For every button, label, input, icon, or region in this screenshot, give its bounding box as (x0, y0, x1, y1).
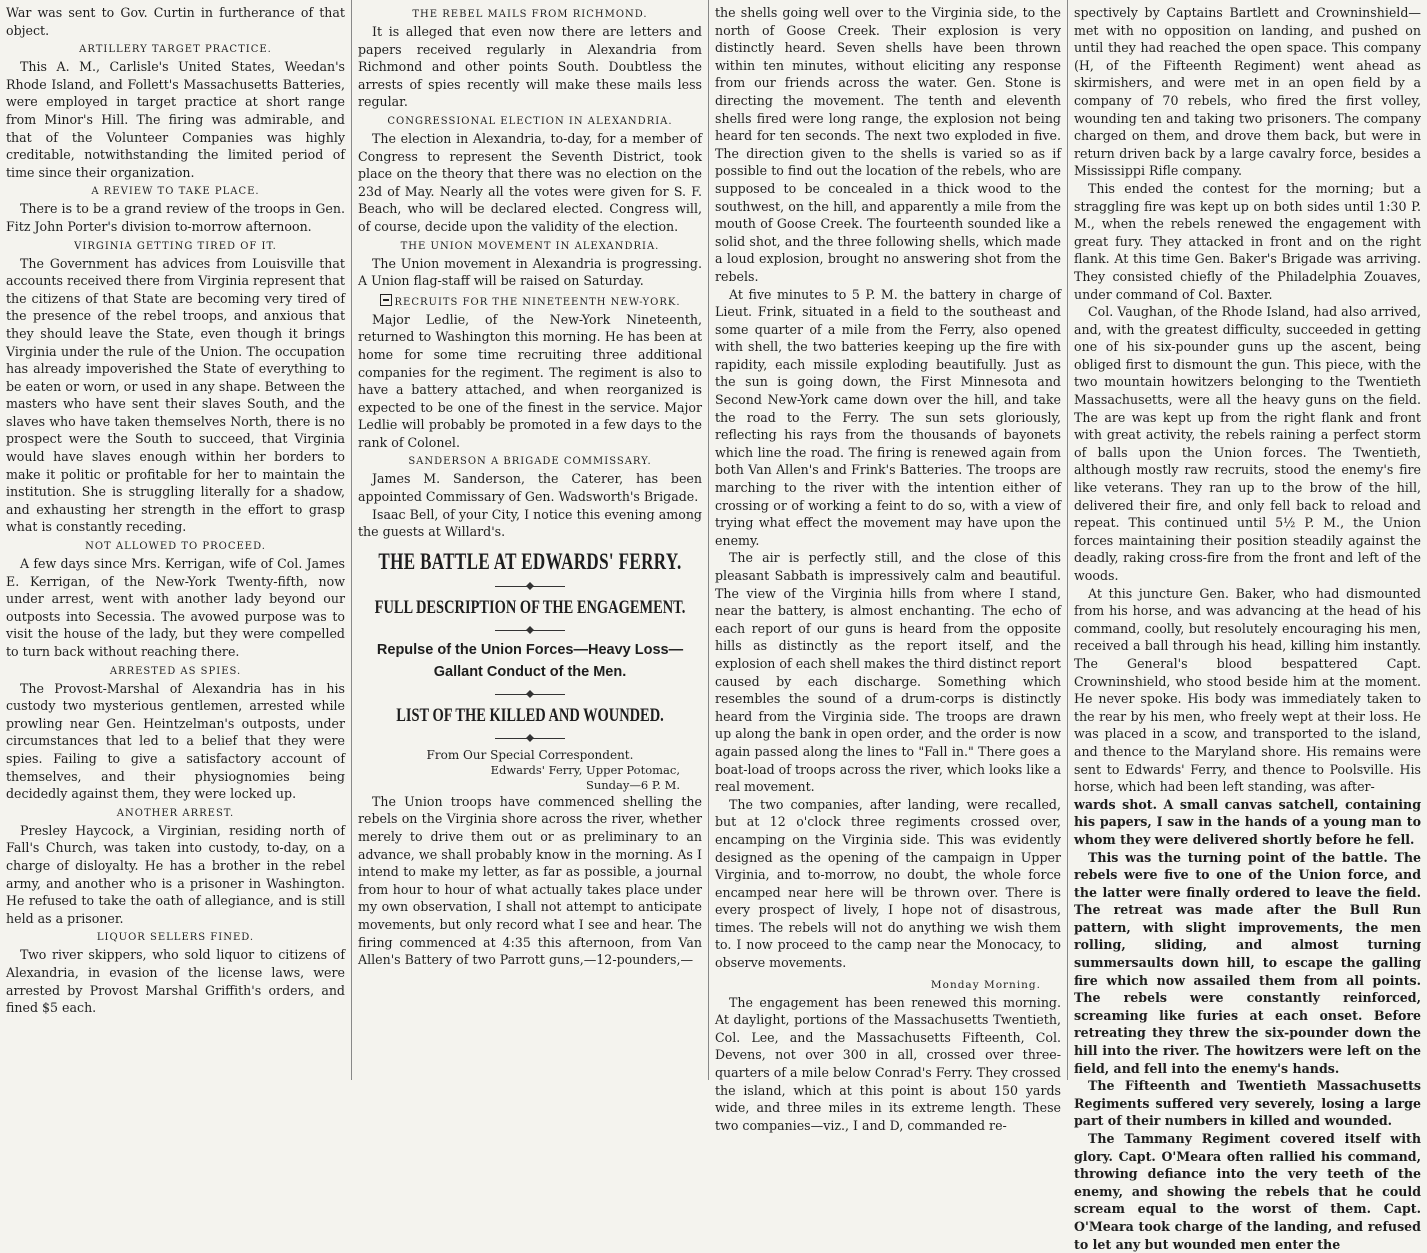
dateline-time: Sunday—6 P. M. (585, 777, 680, 792)
section-heading: SANDERSON A BRIGADE COMMISSARY. (408, 456, 652, 468)
paragraph: This ended the contest for the morning; but a straggling fire was kept up on both sides until 1:30 P. M., when the rebels renewed the engagement with great fury. They attacked in front and on the right flank. At this time Gen. Baker's Brigade was arriving. They consisted chiefly of the Philadelphia Zouaves, under command of Col. Baxter. (1074, 180, 1421, 302)
column-2 (352, 0, 709, 1080)
section-heading: ARRESTED AS SPIES. (109, 665, 242, 677)
byline: From Our Special Correspondent. (426, 747, 634, 762)
paragraph: The Union movement in Alexandria is progressing. A Union flag-staff will be raised on Saturday. (358, 255, 702, 289)
paragraph: The Union troops have commenced shelling the rebels on the Virginia shore across the river, whether merely to drive them out or as preliminary to an advance, we shall probably know in the morning. As I intend to make my letter, as far as possible, a journal from hour to hour of what actually takes place under my own observation, I shall not attempt to anticipate movements, but only record what I see and hear. The firing commenced at 4:35 this afternoon, from Van Allen's Battery of two Parrott guns,—12-pounders,— (358, 793, 702, 968)
box-mark-icon (380, 294, 392, 306)
column-1 (0, 0, 352, 1080)
main-headline: THE BATTLE AT EDWARDS' FERRY. (378, 548, 682, 574)
section-heading: A REVIEW TO TAKE PLACE. (91, 186, 260, 198)
paragraph: There is to be a grand review of the troops in Gen. Fitz John Porter's division to-morrow afternoon. (6, 201, 345, 234)
paragraph: Col. Vaughan, of the Rhode Island, had also arrived, and, with the greatest difficulty, succeeded in getting one of his six-pounder guns up the ascent, being obliged first to dismount the gun. This piece, with the two mountain howitzers belonging to the Twentieth Massachusetts, were all the heavy guns on the field. The are was kept up from the right flank and front with great activity, the rebels raining a perfect storm of balls upon the Union forces. The Twentieth, although mostly raw recruits, stood the enemy's fire like veterans. They ran up to the brow of the hill, delivered their fire, and only fell back to reload and repeat. This continued until 5½ P. M., the Union forces maintaining their position steadily against the deadly, raking cross-fire from the front and left of the woods. (1074, 304, 1421, 583)
section-heading: ARTILLERY TARGET PRACTICE. (79, 44, 272, 56)
section-heading: CONGRESSIONAL ELECTION IN ALEXANDRIA. (387, 115, 673, 127)
paragraph: This was the turning point of the battle. The rebels were five to one of the Union force, and the latter were finally ordered to leave the field. The retreat was made after the Bull Run pattern, with slight improvements, the men rolling, sliding, and almost turning summersaults down hill, to escape the galling fire which now assailed them from all points. The rebels were constantly reinforced, screaming like furies at each onset. Before retreating they threw the six-pounder down the hill into the river. The howitzers were left on the field, and fell into the enemy's hands. (1074, 849, 1421, 1076)
paragraph: the shells going well over to the Virginia side, to the north of Goose Creek. Their explosion is very distinctly heard. Seven shells have been thrown within ten minutes, without eliciting any response from our friends across the water. Gen. Stone is directing the movement. The tenth and eleventh shells fired were long range, the explosion not being heard for ten seconds. The next two exploded in five. The direction given to the shells is varied so as if possible to find out the location of the rebels, who are supposed to be concealed in a thick wood to the southwest, on the hill, and apparently a mile from the mouth of Goose Creek. The fourteenth sounded like a solid shot, and the three following shells, which made a loud explosion, brought no answering shot from the rebels. (715, 5, 1061, 284)
paragraph: This A. M., Carlisle's United States, Weedan's Rhode Island, and Follett's Massachusetts Batteries, were employed in target practice at short range from Minor's Hill. The firing was admirable, and that of the Volunteer Companies was highly creditable, notwithstanding the limited period of time since their organization. (6, 59, 345, 180)
paragraph: The air is perfectly still, and the close of this pleasant Sabbath is impressively calm and beautiful. The view of the Virginia hills from where I stand, near the battery, is almost enchanting. The echo of each report of our guns is heard from the opposite hills as distinctly as the report itself, and the explosion of each shell makes the third distinct report caused by each discharge. Something which resembles the sound of a drum-corps is distinctly heard from the Virginia side. The troops are drawn up along the bank in open order, and the order is now again passed along the lines to "Fall in." There goes a boat-load of troops across the river, which looks like a real movement. (715, 550, 1061, 795)
paragraph: Major Ledlie, of the New-York Nineteenth, returned to Washington this morning. He has been at home for some time recruiting three additional companies for the regiment. The regiment is also to have a battery attached, and when reorganized is expected to be one of the finest in the service. Major Ledlie will probably be promoted in a few days to the rank of Colonel. (358, 311, 702, 450)
paragraph: James M. Sanderson, the Caterer, has been appointed Commissary of Gen. Wadsworth's Brigade. (358, 471, 702, 505)
paragraph: The two companies, after landing, were recalled, but at 12 o'clock three regiments crossed over, encamping on the Virginia side. This was evidently designed as the opening of the campaign in Upper Virginia, and to-morrow, no doubt, the whole force encamped near here will be thrown over. There is every prospect of lively, I hope not of disastrous, times. The rebels will not do anything we wish them to. I now proceed to the camp near the Monocacy, to observe movements. (715, 796, 1061, 971)
paragraph: wards shot. A small canvas satchell, containing his papers, I saw in the hands of a young man to whom they were delivered shortly before he fell. (1074, 796, 1421, 847)
section-heading: THE REBEL MAILS FROM RICHMOND. (412, 9, 648, 20)
section-heading: NOT ALLOWED TO PROCEED. (85, 541, 266, 553)
paragraph: At five minutes to 5 P. M. the battery in charge of Lieut. Frink, situated in a field to the southeast and some quarter of a mile from the Ferry, also opened with shell, the two batteries keeping up the fire with rapidity, each missile exploding beautifully. Just as the sun is going down, the First Minnesota and Second New-York came down over the hill, and take the road to the Ferry. The sun sets gloriously, reflecting his rays from the thousands of bayonets which line the road. The firing is renewed again from both Van Allen's and Frink's Batteries. The troops are marching to the river with the intention either of crossing or of working a feint to do so, with a view of trying what effect the movement may have upon the enemy. (715, 286, 1061, 548)
subheadline: FULL DESCRIPTION OF THE ENGAGEMENT. (374, 596, 686, 618)
ornament-rule (495, 733, 565, 743)
time-heading: Monday Morning. (930, 978, 1041, 991)
paragraph: It is alleged that even now there are letters and papers received regularly in Alexandria from Richmond and other points South. Doubtless the arrests of spies recently will make these mails less regular. (358, 24, 702, 110)
section-heading: ANOTHER ARREST. (116, 807, 235, 819)
column-4 (1068, 0, 1427, 1252)
paragraph: spectively by Captains Bartlett and Crowninshield—met with no opposition on landing, and pushed on until they had reached the open space. This company (H, of the Fifteenth Regiment) went ahead as skirmishers, and were met in an open field by a company of 70 rebels, who fired the first volley, wounding ten and taking two prisoners. The company charged on them, and drove them back, but were in return driven back by a large cavalry force, besides a Mississippi Rifle company. (1074, 5, 1421, 179)
paragraph: The Tammany Regiment covered itself with glory. Capt. O'Meara often rallied his command, throwing defiance into the very teeth of the enemy, and showing the rebels that he could scream equal to the worst of them. Capt. O'Meara took charge of the landing, and refused to let any but wounded men enter the (1074, 1131, 1421, 1252)
section-heading-text: RECRUITS FOR THE NINETEENTH NEW-YORK. (394, 296, 681, 308)
paragraph: A few days since Mrs. Kerrigan, wife of Col. James E. Kerrigan, of the New-York Twenty-fifth, now under arrest, went with another lady beyond our outposts into Secessia. The avowed purpose was to visit the house of the lady, but they were compelled to turn back without reaching there. (6, 556, 345, 659)
paragraph: The Fifteenth and Twentieth Massachusetts Regiments suffered very severely, losing a large part of their numbers in killed and wounded. (1074, 1078, 1421, 1129)
section-heading: LIQUOR SELLERS FINED. (96, 932, 255, 944)
dateline-place: Edwards' Ferry, Upper Potomac, (490, 762, 680, 777)
paragraph: The election in Alexandria, to-day, for a member of Congress to represent the Seventh District, took place on the theory that there was no election on the 23d of May. Nearly all the votes were given for S. F. Beach, who will be declared elected. Congress will, of course, decide upon the validity of the election. (358, 130, 702, 234)
deck-headline: Repulse of the Union Forces—Heavy Loss—Gallant Conduct of the Men. (376, 641, 684, 680)
paragraph: The Provost-Marshal of Alexandria has in his custody two mysterious gentlemen, arrested while prowling near Gen. Heintzelman's outposts, under circumstances that led to a belief that they were spies. Failing to give a satisfactory account of themselves, and their physiognomies being decidedly against them, they were locked up. (6, 680, 345, 802)
section-heading-with-mark (358, 294, 702, 310)
ornament-rule (495, 689, 565, 699)
paragraph: War was sent to Gov. Curtin in furtherance of that object. (6, 5, 345, 38)
paragraph: Isaac Bell, of your City, I notice this evening among the guests at Willard's. (358, 506, 702, 540)
paragraph: Two river skippers, who sold liquor to citizens of Alexandria, in evasion of the license laws, were arrested by Provost Marshal Griffith's orders, and fined $5 each. (6, 947, 345, 1016)
paragraph: The Government has advices from Louisville that accounts received there from Virginia represent that the citizens of that State are becoming very tired of the presence of the rebel troops, and anxious that they should leave the State, even though it brings Virginia under the rule of the Union. The occupation has already impoverished the State of everything to be eaten or worn, or used in any shape. Between the masters who have sent their slaves South, and the slaves who have taken themselves North, there is no prospect were the South to succeed, that Virginia would have slaves enough within her borders to make it politic or profitable for her to maintain the institution. She is struggling literally for a shadow, and exhausting her strength in the effort to grasp what is constantly receding. (6, 255, 345, 535)
paragraph: Presley Haycock, a Virginian, residing north of Fall's Church, was taken into custody, to-day, on a charge of disloyalty. He has a brother in the rebel army, and another who is a prisoner in Washington. He refused to take the oath of allegiance, and is still held as a prisoner. (6, 822, 345, 926)
paragraph: At this juncture Gen. Baker, who had dismounted from his horse, and was advancing at the head of his command, coolly, but resolutely encouraging his men, received a ball through his head, killing him instantly. The General's blood bespattered Capt. Crowninshield, who stood beside him at the moment. He never spoke. His body was immediately taken to the rear by his men, who freely wept at their loss. He was placed in a scow, and transported to the island, and thence to the Maryland shore. His remains were sent to Edwards' Ferry, and thence to Poolsville. His horse, which had been left standing, was after- (1074, 585, 1421, 795)
paragraph: The engagement has been renewed this morning. At daylight, portions of the Massachusetts Twentieth, Col. Lee, and the Massachusetts Fifteenth, Col. Devens, not over 300 in all, crossed over three-quarters of a mile below Conrad's Ferry. They crossed the island, which at this point is about 150 yards wide, and three miles in its extreme length. These two companies—viz., I and D, commanded re- (715, 994, 1061, 1133)
column-3 (709, 0, 1068, 1133)
section-heading: VIRGINIA GETTING TIRED OF IT. (74, 240, 277, 252)
ornament-rule (495, 625, 565, 635)
subheadline: LIST OF THE KILLED AND WOUNDED. (396, 704, 664, 726)
ornament-rule (495, 581, 565, 591)
section-heading: THE UNION MOVEMENT IN ALEXANDRIA. (400, 240, 660, 252)
